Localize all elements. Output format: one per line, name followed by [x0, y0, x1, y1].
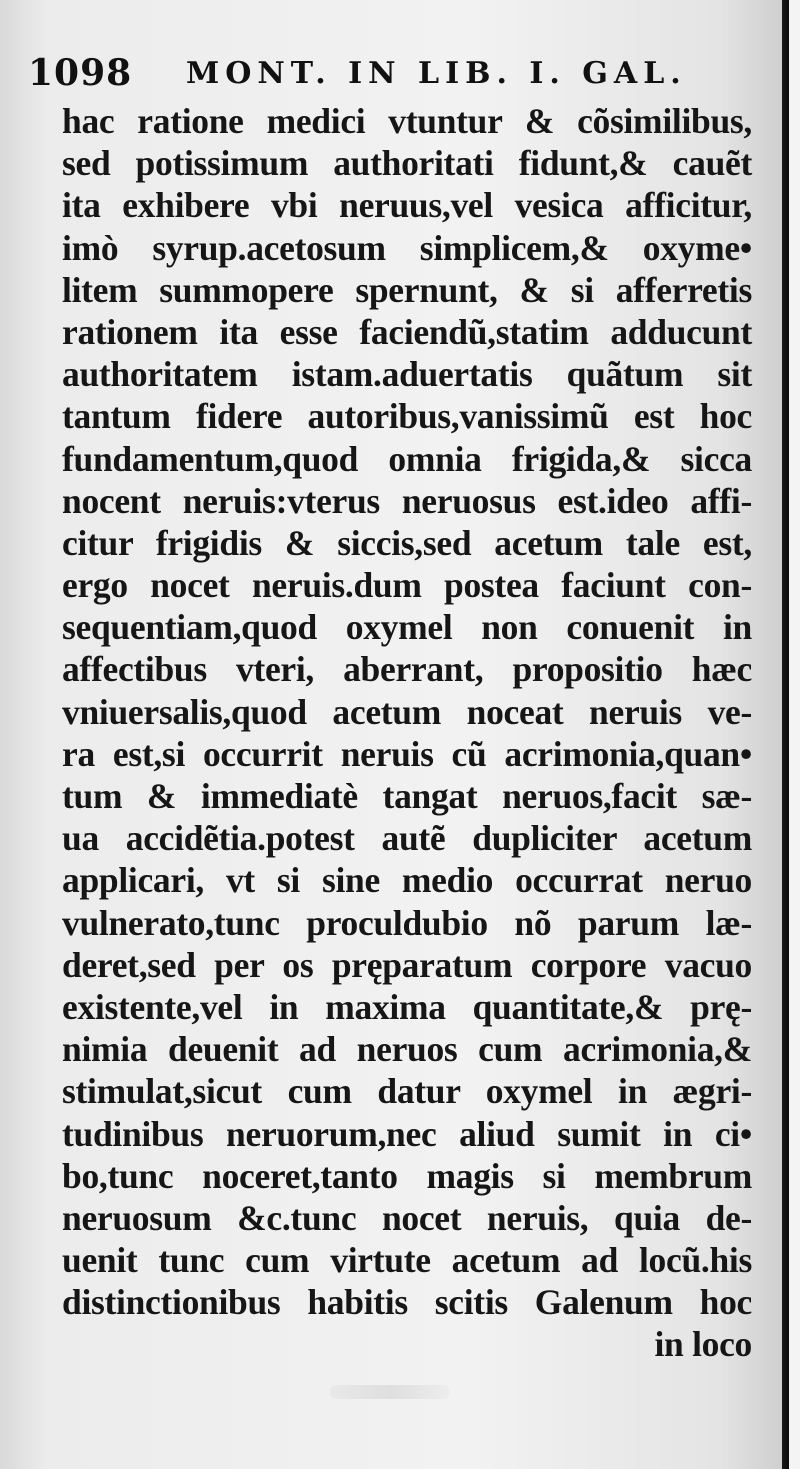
scan-edge — [782, 0, 800, 1469]
text-line: uenit tunc cum virtute acetum ad locũ.his — [62, 1240, 752, 1281]
text-line: bo,tunc noceret,tanto magis si membrum — [62, 1155, 752, 1196]
page-number: 1098 — [28, 52, 133, 94]
show-through-smudge — [330, 1385, 450, 1399]
text-line: deret,sed per os pręparatum corpore vacuo — [62, 944, 752, 985]
text-line: tantum fidere autoribus,vanissimũ est hoc — [62, 396, 752, 437]
text-line: neruosum &c.tunc nocet neruis, quia de- — [62, 1197, 752, 1238]
text-line: nocent neruis:vterus neruosus est.ideo affi- — [62, 480, 752, 521]
running-head: MONT. IN LIB. I. GAL. — [186, 56, 687, 91]
text-line: sequentiam,quod oxymel non conuenit in — [62, 607, 752, 648]
text-line: hac ratione medici vtuntur & cõsimilibus, — [62, 101, 752, 141]
text-line: nimia deuenit ad neruos cum acrimonia,& — [62, 1029, 752, 1070]
text-line: vulnerato,tunc proculdubio nõ parum læ- — [62, 902, 752, 943]
text-line: fundamentum,quod omnia frigida,& sicca — [62, 438, 752, 479]
scan-margin — [789, 0, 800, 1469]
text-line: stimulat,sicut cum datur oxymel in ægri- — [62, 1071, 752, 1112]
text-line: rationem ita esse faciendũ,statim adducunt — [62, 311, 752, 352]
text-line: authoritatem istam.aduertatis quãtum sit — [62, 354, 752, 395]
text-line: tudinibus neruorum,nec aliud sumit in ci• — [62, 1113, 752, 1154]
text-line: imò syrup.acetosum simplicem,& oxyme• — [62, 227, 752, 268]
text-line: ergo nocet neruis.dum postea faciunt con- — [62, 565, 752, 606]
text-line: ua accidẽtia.potest autẽ dupliciter acetum — [62, 818, 752, 859]
text-line-final: in loco — [654, 1324, 752, 1365]
text-line: citur frigidis & siccis,sed acetum tale est, — [62, 522, 752, 563]
text-line: applicari, vt si sine medio occurrat neruo — [62, 860, 752, 901]
text-line: sed potissimum authoritati fidunt,& cauẽt — [62, 143, 752, 184]
text-line: ra est,si occurrit neruis cũ acrimonia,quan• — [62, 733, 752, 774]
text-line: existente,vel in maxima quantitate,& prę- — [62, 986, 752, 1027]
body-text — [62, 100, 752, 1366]
text-line: vniuersalis,quod acetum noceat neruis ve- — [62, 691, 752, 732]
text-line: ita exhibere vbi neruus,vel vesica afficitur, — [62, 185, 752, 226]
text-line: litem summopere spernunt, & si afferretis — [62, 269, 752, 310]
text-line: distinctionibus habitis scitis Galenum hoc — [62, 1282, 752, 1323]
text-line: affectibus vteri, aberrant, propositio hæc — [62, 649, 752, 690]
page-header — [28, 52, 768, 96]
text-line: tum & immediatè tangat neruos,facit sæ- — [62, 776, 752, 816]
